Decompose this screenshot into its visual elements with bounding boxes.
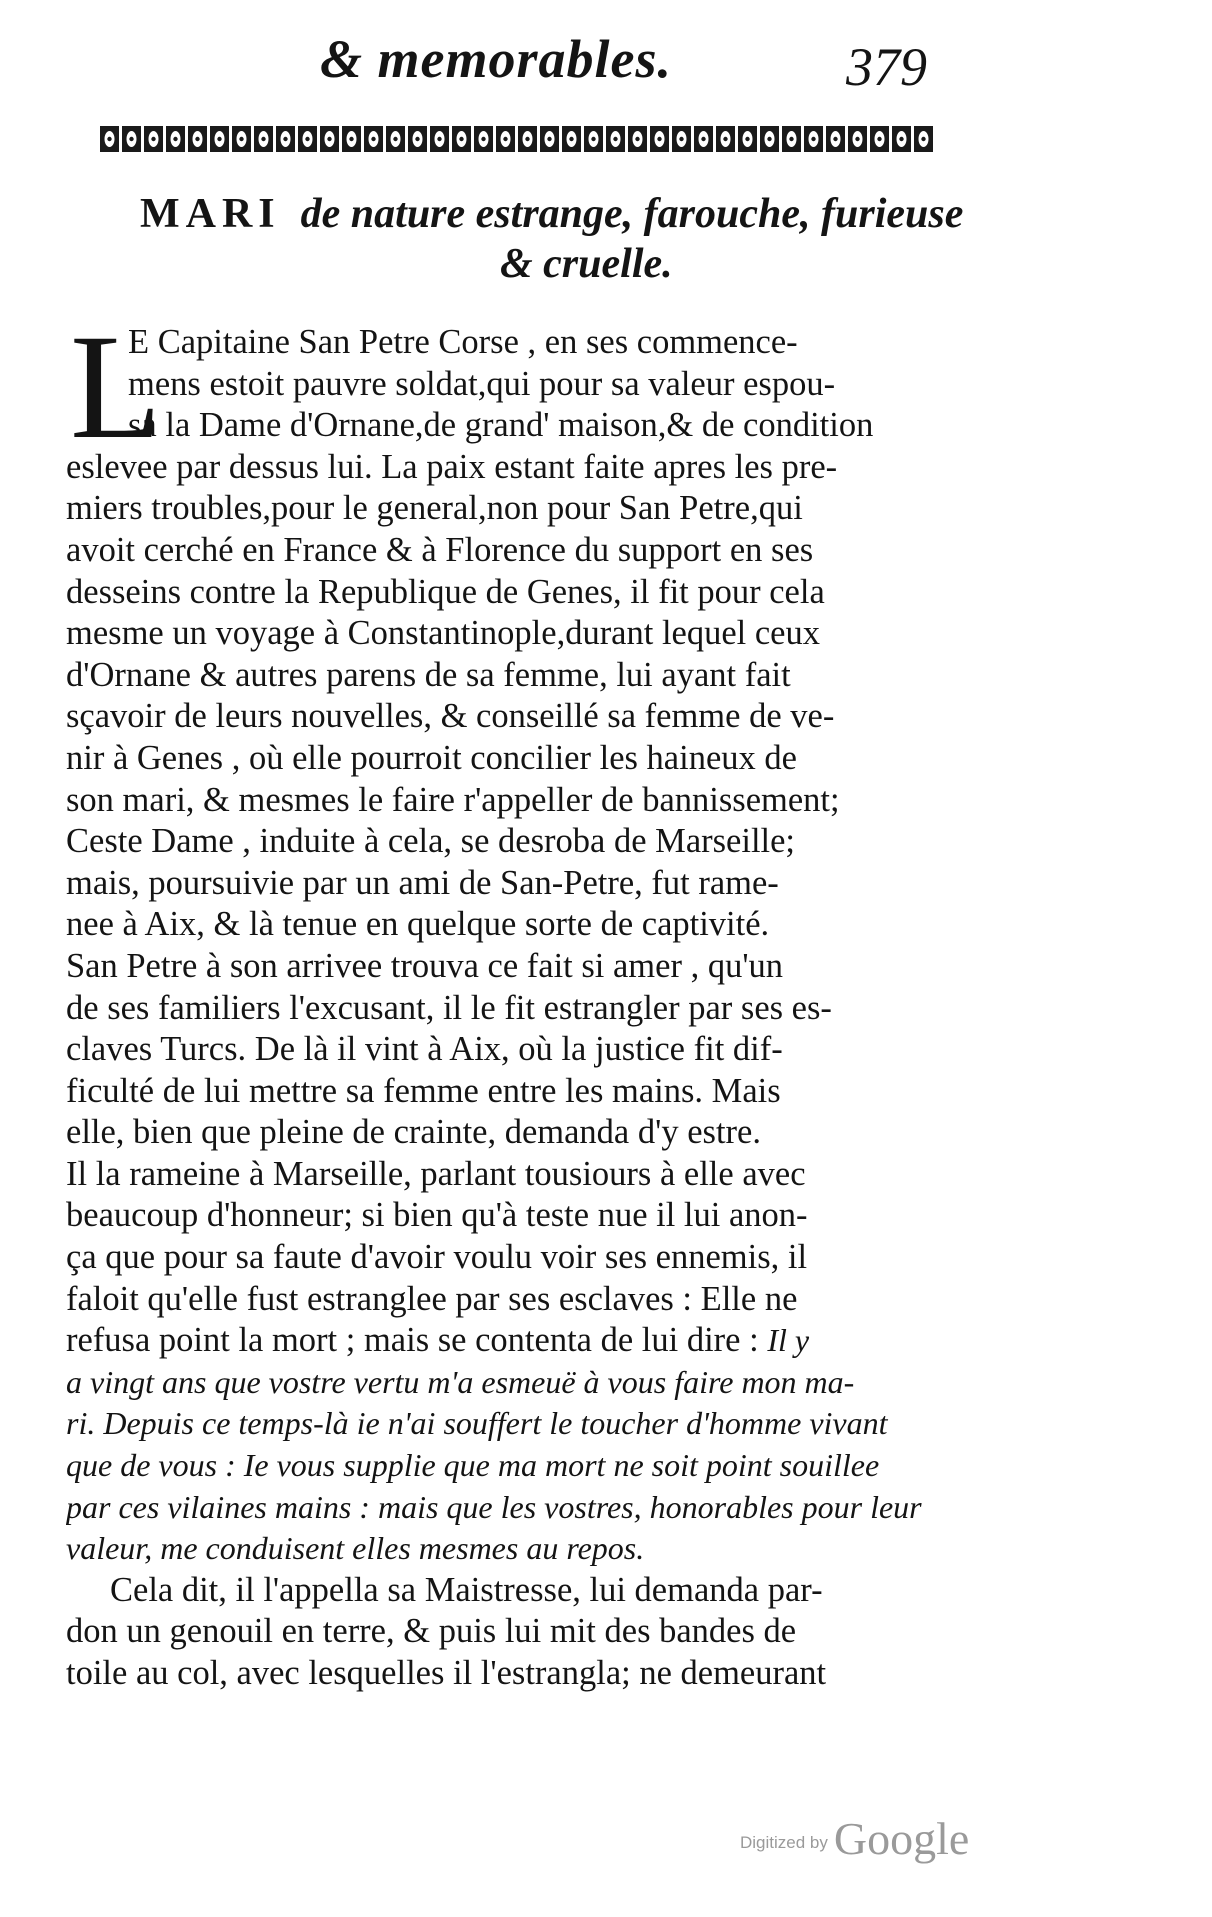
fleuron-ornament — [496, 126, 515, 152]
fleuron-ornament — [100, 126, 119, 152]
text-line: son mari, & mesmes le faire r'appeller de bannissement; — [66, 780, 840, 819]
chapter-title-line1: de nature estrange, farouche, furieuse — [300, 191, 964, 237]
chapter-title-caps: MARI — [140, 191, 281, 237]
text-line: ficulté de lui mettre sa femme entre les mains. Mais — [66, 1071, 781, 1110]
text-line: beaucoup d'honneur; si bien qu'à teste nue il lui anon- — [66, 1196, 808, 1235]
chapter-title — [140, 190, 964, 238]
watermark-prefix: Digitized by — [740, 1833, 828, 1852]
fleuron-ornament — [870, 126, 889, 152]
fleuron-ornament — [606, 126, 625, 152]
fleuron-ornament — [562, 126, 581, 152]
text-line: faloit qu'elle fust estranglee par ses esclaves : Elle ne — [66, 1279, 798, 1318]
fleuron-ornament — [430, 126, 449, 152]
text-line: d'Ornane & autres parens de sa femme, lui ayant fait — [66, 655, 791, 694]
fleuron-ornament — [166, 126, 185, 152]
text-line: mens estoit pauvre soldat,qui pour sa valeur espou- — [128, 364, 836, 403]
fleuron-ornament — [386, 126, 405, 152]
fleuron-ornament — [650, 126, 669, 152]
drop-cap: L — [70, 304, 162, 470]
body-text — [66, 322, 936, 1695]
fleuron-ornament — [804, 126, 823, 152]
text-line: sçavoir de leurs nouvelles, & conseillé sa femme de ve- — [66, 697, 835, 736]
fleuron-ornament — [210, 126, 229, 152]
quote-line: ri. Depuis ce temps-là ie n'ai souffert le toucher d'homme vivant — [66, 1405, 888, 1442]
fleuron-ornament — [892, 126, 911, 152]
fleuron-ornament — [848, 126, 867, 152]
fleuron-ornament — [540, 126, 559, 152]
fleuron-ornament — [144, 126, 163, 152]
fleuron-ornament — [188, 126, 207, 152]
fleuron-ornament — [826, 126, 845, 152]
digitized-watermark — [740, 1812, 969, 1865]
quote-line: par ces vilaines mains : mais que les vostres, honorables pour leur — [66, 1488, 922, 1525]
text-line: avoit cerché en France & à Florence du support en ses — [66, 530, 814, 569]
page-number: 379 — [846, 37, 927, 97]
chapter-title-line2: & cruelle. — [500, 241, 673, 287]
fleuron-ornament — [760, 126, 779, 152]
text-line: elle, bien que pleine de crainte, demanda d'y estre. — [66, 1113, 761, 1152]
fleuron-ornament — [342, 126, 361, 152]
fleuron-ornament — [518, 126, 537, 152]
fleuron-ornament — [452, 126, 471, 152]
text-line — [66, 1320, 936, 1362]
fleuron-ornament — [474, 126, 493, 152]
text-line-roman: refusa point la mort ; mais se contenta de lui dire : — [66, 1321, 759, 1360]
fleuron-ornament — [628, 126, 647, 152]
text-line: toile au col, avec lesquelles il l'estrangla; ne demeurant — [66, 1654, 827, 1692]
fleuron-ornament — [694, 126, 713, 152]
ornamental-border — [98, 120, 940, 158]
text-line: Ceste Dame , induite à cela, se desroba de Marseille; — [66, 822, 796, 861]
quote-start: Il y — [767, 1322, 810, 1359]
quote-line: a vingt ans que vostre vertu m'a esmeuë à vous faire mon ma- — [66, 1363, 855, 1400]
fleuron-ornament — [232, 126, 251, 152]
running-title: & memorables. — [320, 29, 672, 89]
quote-line: que de vous : Ie vous supplie que ma mort ne soit point souillee — [66, 1447, 880, 1484]
fleuron-ornament — [584, 126, 603, 152]
text-line: don un genouil en terre, & puis lui mit des bandes de — [66, 1612, 797, 1651]
fleuron-ornament — [298, 126, 317, 152]
fleuron-ornament — [408, 126, 427, 152]
fleuron-ornament — [254, 126, 273, 152]
fleuron-ornament — [276, 126, 295, 152]
quote-line: valeur, me conduisent elles mesmes au repos. — [66, 1530, 645, 1567]
text-line: Cela dit, il l'appella sa Maistresse, lui demanda par- — [110, 1570, 823, 1609]
text-line: claves Turcs. De là il vint à Aix, où la justice fit dif- — [66, 1030, 783, 1069]
fleuron-ornament — [672, 126, 691, 152]
text-line: miers troubles,pour le general,non pour San Petre,qui — [66, 489, 803, 528]
fleuron-ornament — [320, 126, 339, 152]
text-line: E Capitaine San Petre Corse , en ses commence- — [128, 323, 798, 361]
fleuron-ornament — [122, 126, 141, 152]
text-line: mais, poursuivie par un ami de San-Petre, fut rame- — [66, 863, 779, 902]
fleuron-ornament — [738, 126, 757, 152]
text-line: desseins contre la Republique de Genes, il fit pour cela — [66, 572, 825, 611]
text-line: nir à Genes , où elle pourroit concilier les haineux de — [66, 738, 797, 777]
watermark-logo: Google — [833, 1813, 970, 1864]
text-line: eslevee par dessus lui. La paix estant faite apres les pre- — [66, 447, 838, 486]
fleuron-ornament — [364, 126, 383, 152]
text-line: Il la rameine à Marseille, parlant tousiours à elle avec — [66, 1154, 806, 1193]
text-line: sa la Dame d'Ornane,de grand' maison,& de condition — [128, 406, 874, 445]
fleuron-ornament — [914, 126, 933, 152]
fleuron-ornament — [782, 126, 801, 152]
fleuron-ornament — [716, 126, 735, 152]
text-line: nee à Aix, & là tenue en quelque sorte de captivité. — [66, 905, 770, 944]
text-line: de ses familiers l'excusant, il le fit estrangler par ses es- — [66, 988, 832, 1027]
text-line: mesme un voyage à Constantinople,durant lequel ceux — [66, 614, 820, 653]
text-line: San Petre à son arrivee trouva ce fait si amer , qu'un — [66, 946, 784, 985]
text-line: ça que pour sa faute d'avoir voulu voir ses ennemis, il — [66, 1238, 808, 1277]
